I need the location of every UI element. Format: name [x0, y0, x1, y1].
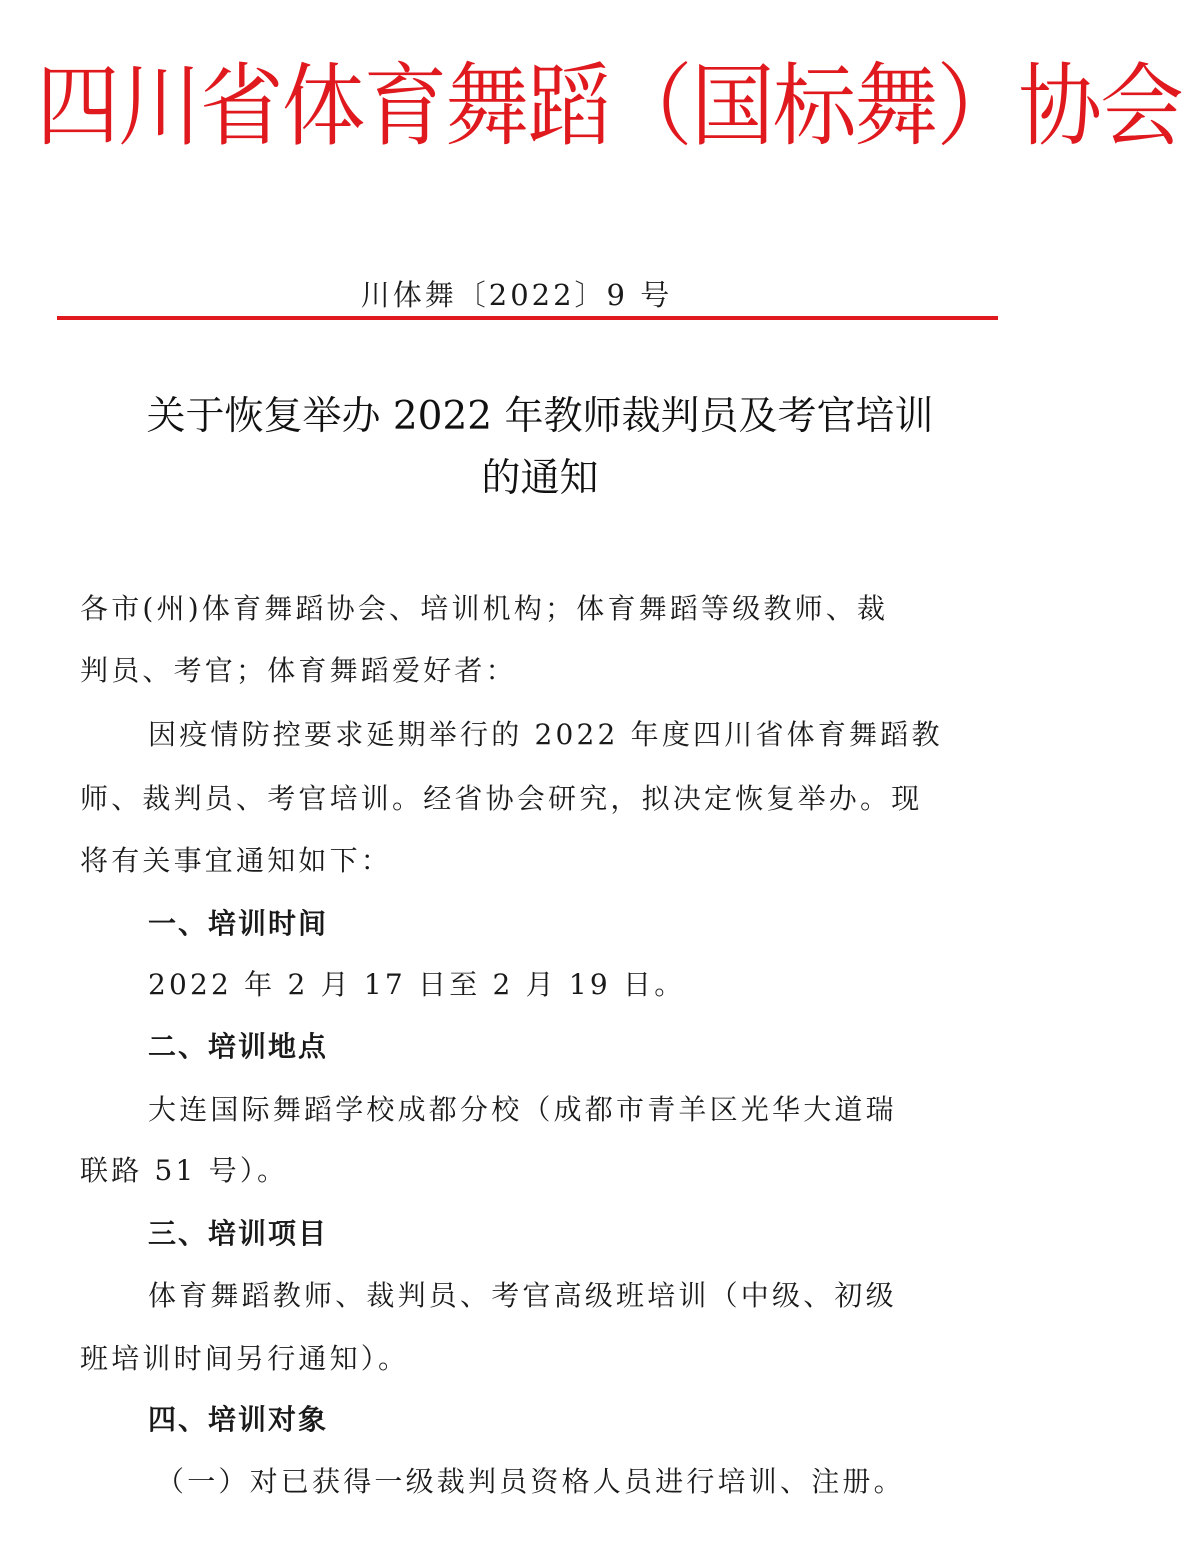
- section-text-time: 2022 年 2 月 17 日至 2 月 19 日。: [148, 968, 686, 1001]
- section-text-audience-1: （一）对已获得一级裁判员资格人员进行培训、注册。: [156, 1465, 905, 1498]
- notice-title: [100, 386, 980, 510]
- intro-line-3: 将有关事宜通知如下：: [80, 844, 393, 877]
- section-heading-audience: 四、培训对象: [148, 1403, 329, 1436]
- document-number: 川体舞〔2022〕9 号: [360, 278, 673, 312]
- section-heading-location: 二、培训地点: [148, 1030, 329, 1063]
- red-divider: [57, 316, 998, 320]
- salutation-line-2: 判员、考官；体育舞蹈爱好者：: [80, 654, 517, 687]
- notice-title-line-1: 关于恢复举办 2022 年教师裁判员及考官培训: [146, 394, 934, 439]
- section-text-program-2: 班培训时间另行通知）。: [80, 1342, 410, 1375]
- section-heading-time: 一、培训时间: [148, 907, 329, 940]
- salutation-line-1: 各市(州)体育舞蹈协会、培训机构；体育舞蹈等级教师、裁: [80, 592, 889, 625]
- intro-line-1: 因疫情防控要求延期举行的 2022 年度四川省体育舞蹈教: [148, 718, 943, 751]
- organization-header: 四川省体育舞蹈（国标舞）协会: [36, 54, 1182, 159]
- notice-title-line-2: 的通知: [481, 456, 599, 501]
- intro-line-2: 师、裁判员、考官培训。经省协会研究，拟决定恢复举办。现: [80, 782, 923, 815]
- section-text-location-1: 大连国际舞蹈学校成都分校（成都市青羊区光华大道瑞: [148, 1093, 897, 1126]
- section-text-location-2: 联路 51 号）。: [80, 1154, 289, 1187]
- section-heading-program: 三、培训项目: [148, 1217, 329, 1250]
- section-text-program-1: 体育舞蹈教师、裁判员、考官高级班培训（中级、初级: [148, 1279, 897, 1312]
